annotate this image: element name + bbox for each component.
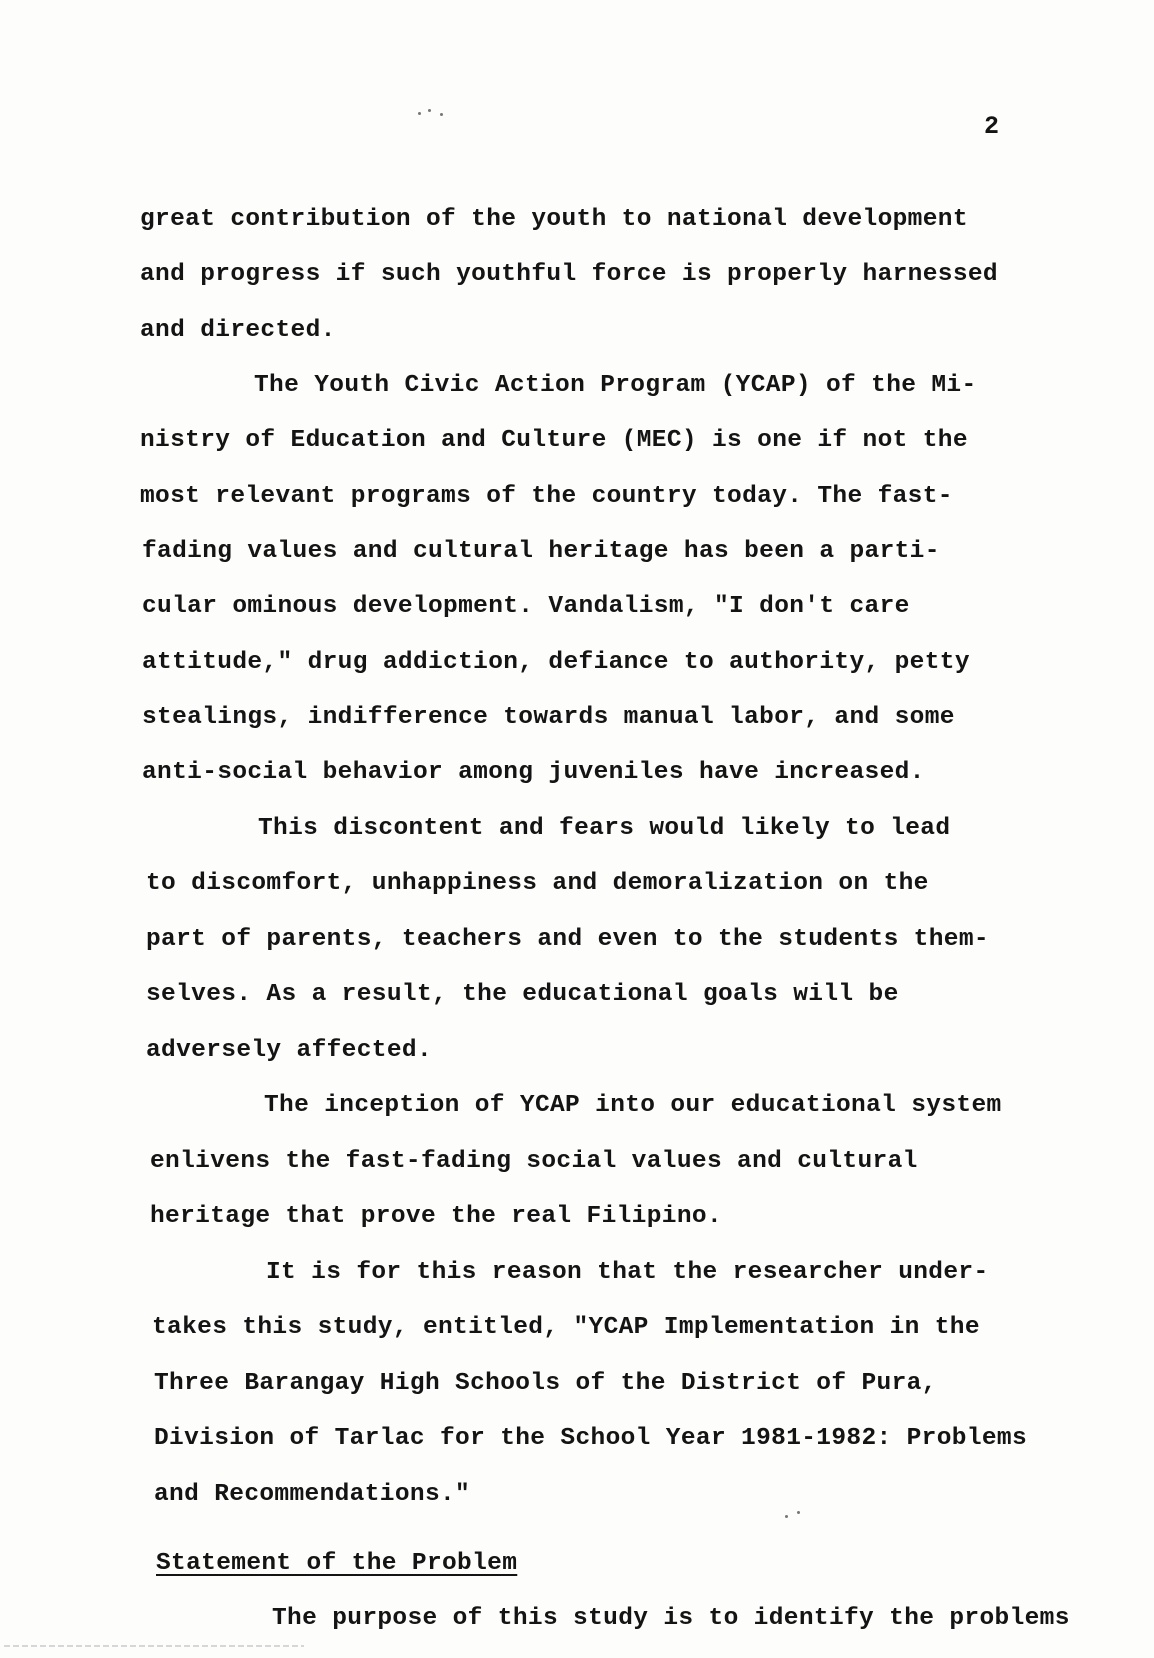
body-line: stealings, indifference towards manual labor, and some [142,704,955,731]
body-line: Division of Tarlac for the School Year 1981-1982: Problems [154,1425,1028,1452]
body-line: and directed. [140,317,336,344]
body-line: This discontent and fears would likely to lead [258,815,951,842]
body-line: The Youth Civic Action Program (YCAP) of the Mi- [254,372,977,399]
body-line: great contribution of the youth to national development [140,206,968,233]
scan-speck [797,1511,800,1514]
body-line: fading values and cultural heritage has been a parti- [142,538,940,565]
body-line: most relevant programs of the country today. The fast- [140,483,953,510]
body-line: nistry of Education and Culture (MEC) is one if not the [140,427,968,454]
scan-speck [428,109,431,112]
body-line: heritage that prove the real Filipino. [150,1203,722,1230]
scan-speck [785,1515,788,1518]
body-line: attitude," drug addiction, defiance to authority, petty [142,649,970,676]
page-number: 2 [984,112,1000,141]
body-line: takes this study, entitled, "YCAP Implementation in the [152,1314,980,1341]
body-line: enlivens the fast-fading social values and cultural [150,1148,918,1175]
scan-edge-noise [4,1645,304,1647]
body-line: part of parents, teachers and even to the students them- [146,926,989,953]
body-line: and Recommendations." [154,1481,471,1508]
section-heading: Statement of the Problem [156,1550,518,1577]
body-line: The purpose of this study is to identify the problems [272,1605,1070,1632]
scan-speck [440,113,443,116]
body-line: adversely affected. [146,1037,432,1064]
body-line: The inception of YCAP into our educational system [264,1092,1002,1119]
body-line: selves. As a result, the educational goals will be [146,981,899,1008]
body-line: and progress if such youthful force is properly harnessed [140,261,998,288]
body-line: anti-social behavior among juveniles have increased. [142,759,925,786]
body-line: It is for this reason that the researcher under- [266,1259,989,1286]
body-line: Three Barangay High Schools of the District of Pura, [154,1370,937,1397]
body-line: to discomfort, unhappiness and demoralization on the [146,870,929,897]
body-line: cular ominous development. Vandalism, "I don't care [142,593,910,620]
scan-speck [418,112,421,115]
